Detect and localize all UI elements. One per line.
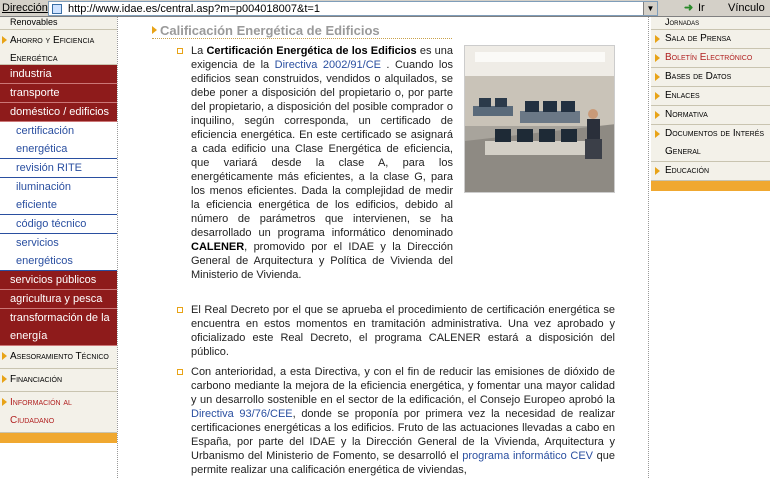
nav-item-renovables[interactable]: Renovables bbox=[0, 17, 117, 30]
nav-item-domestico[interactable]: doméstico / edificios bbox=[0, 103, 117, 122]
nav-section-label: Financiación bbox=[10, 374, 63, 385]
nav-item-normativa[interactable] bbox=[651, 106, 770, 125]
nav-item-educacion[interactable] bbox=[651, 162, 770, 181]
control-room-photo bbox=[464, 45, 615, 193]
triangle-icon bbox=[655, 111, 660, 119]
page-title bbox=[152, 23, 380, 38]
nav-item-transformacion[interactable]: transformación de la energía bbox=[0, 309, 117, 346]
nav-item-agricultura[interactable]: agricultura y pesca bbox=[0, 290, 117, 309]
title-divider bbox=[152, 38, 452, 39]
nav-item-label: Normativa bbox=[665, 109, 708, 120]
triangle-icon bbox=[2, 375, 7, 383]
nav-item-documentos[interactable] bbox=[651, 125, 770, 162]
paragraph-real-decreto: El Real Decreto por el que se aprueba el procedimiento de certificación energética se encuentra en estos momentos en tramitación administrativa. Una vez aprobado y oficializado este Real Decreto, el programa CALENER estará a disposición del público. bbox=[191, 304, 615, 358]
text-run: , donde se proponía por primera vez la necesidad de realizar certificaciones energéticas a los edificios. Fruto de las actuaciones llevadas a cabo en España, por parte del IDAE y la Dirección General de la Vivienda, Arquitectura y Urbanismo del Ministerio de Fomento, se desarrolló el bbox=[191, 408, 615, 462]
text-run: es una exigencia de la bbox=[191, 45, 454, 71]
triangle-icon bbox=[2, 398, 7, 406]
nav-item-industria[interactable]: industria bbox=[0, 65, 117, 84]
nav-sub-revision[interactable]: revisión RITE bbox=[0, 159, 117, 178]
text-run: , promovido por el IDAE y la Dirección General de Arquitectura y Política de Vivienda del Ministerio de Vivienda. bbox=[191, 241, 453, 281]
bullet-icon bbox=[177, 307, 183, 313]
main-content bbox=[152, 17, 646, 478]
nav-item-label: Educación bbox=[665, 165, 710, 176]
triangle-icon bbox=[2, 352, 7, 360]
left-nav bbox=[0, 17, 117, 478]
page-icon bbox=[52, 4, 62, 14]
nav-item-label: Documentos de Interés General bbox=[665, 128, 765, 157]
nav-section-ahorro[interactable] bbox=[0, 30, 117, 65]
nav-item-label: Boletín Electrónico bbox=[665, 52, 753, 63]
nav-sub-codigo[interactable]: código técnico bbox=[0, 215, 117, 234]
nav-item-boletin[interactable] bbox=[651, 49, 770, 68]
chevron-down-icon[interactable]: ▼ bbox=[643, 2, 657, 15]
nav-item-label: Sala de Prensa bbox=[665, 33, 731, 44]
address-bar bbox=[0, 0, 770, 17]
nav-sub-servicios[interactable]: servicios energéticos bbox=[0, 234, 117, 271]
nav-section-label: Asesoramiento Técnico bbox=[10, 351, 109, 362]
text-run: que permite realizar una calificación energética de viviendas, bbox=[191, 450, 616, 476]
address-label: Dirección bbox=[2, 2, 48, 14]
triangle-icon bbox=[655, 167, 660, 175]
url-text: http://www.idae.es/central.asp?m=p004018007&t=1 bbox=[68, 3, 320, 15]
nav-item-transporte[interactable]: transporte bbox=[0, 84, 117, 103]
bold-text: Certificación Energética de los Edificios bbox=[206, 45, 417, 57]
triangle-icon bbox=[655, 54, 660, 62]
go-button[interactable] bbox=[684, 1, 705, 16]
paragraph-certificacion bbox=[191, 44, 453, 282]
url-input[interactable] bbox=[48, 1, 658, 16]
nav-item-label: Bases de Datos bbox=[665, 71, 732, 82]
text-run: Con anterioridad, a esta Directiva, y con el fin de reducir las emisiones de dióxido de carbono mediante la mejora de la eficiencia energética, y fomentar una mayor calidad y un desarrollo sostenible en el sector de la edificación, el Consejo Europeo aprobó la bbox=[191, 366, 615, 406]
nav-section-informacion[interactable] bbox=[0, 392, 117, 433]
nav-item-enlaces[interactable] bbox=[651, 87, 770, 106]
nav-sub-certificacion[interactable]: certificación energética bbox=[0, 122, 117, 159]
text-run: La bbox=[191, 45, 207, 57]
title-arrow-icon bbox=[152, 26, 157, 34]
nav-item-servicios-publicos[interactable]: servicios públicos bbox=[0, 271, 117, 290]
directiva-93-link[interactable]: Directiva 93/76/CEE bbox=[191, 408, 293, 420]
go-arrow-icon: ➜ bbox=[684, 2, 694, 14]
bullet-icon bbox=[177, 48, 183, 54]
page-title-text: Calificación Energética de Edificios bbox=[160, 23, 380, 38]
nav-item-label: Enlaces bbox=[665, 90, 700, 101]
directiva-2002-link[interactable]: Directiva 2002/91/CE bbox=[274, 59, 381, 71]
nav-section-asesoramiento[interactable] bbox=[0, 346, 117, 369]
triangle-icon bbox=[2, 36, 7, 44]
bold-text: CALENER bbox=[191, 241, 245, 253]
nav-section-label: Información al Ciudadano bbox=[10, 397, 72, 426]
triangle-icon bbox=[655, 92, 660, 100]
nav-footer-bar bbox=[651, 181, 770, 191]
text-run: . Cuando los edificios sean construidos, vendidos o alquilados, se debe poner a disposición del propietario o, por parte del propietario, a disposición del posible comprador o inquilino, según corresponda, un certificado de eficiencia energética. En este certificado se asignará a cada edificio una Clase Energética de eficiencia, que variará desde la clase A, para los energéticamente más eficientes, a la clase G, para los menos eficientes. Dada la complejidad de medir la eficiencia energética de los edificios, debido al número de parámetros que intervienen, se ha desarrollado un programa informático denominado bbox=[191, 59, 453, 239]
go-label: Ir bbox=[698, 2, 705, 14]
links-label[interactable]: Vínculo bbox=[728, 2, 765, 14]
triangle-icon bbox=[655, 130, 660, 138]
triangle-icon bbox=[655, 73, 660, 81]
nav-section-label: Ahorro y Eficiencia Energética bbox=[10, 35, 95, 64]
nav-sub-iluminacion[interactable]: iluminación eficiente bbox=[0, 178, 117, 215]
right-nav bbox=[651, 17, 770, 191]
paragraph-anterioridad bbox=[191, 365, 615, 477]
bullet-icon bbox=[177, 369, 183, 375]
nav-footer-bar bbox=[0, 433, 117, 443]
control-room-image bbox=[465, 46, 615, 193]
nav-item-jornadas[interactable]: Jornadas bbox=[651, 17, 770, 30]
nav-item-sala-prensa[interactable] bbox=[651, 30, 770, 49]
nav-item-bases-datos[interactable] bbox=[651, 68, 770, 87]
left-divider bbox=[117, 17, 120, 478]
triangle-icon bbox=[655, 35, 660, 43]
nav-section-financiacion[interactable] bbox=[0, 369, 117, 392]
programa-cev-link[interactable]: programa informático CEV bbox=[462, 450, 594, 462]
